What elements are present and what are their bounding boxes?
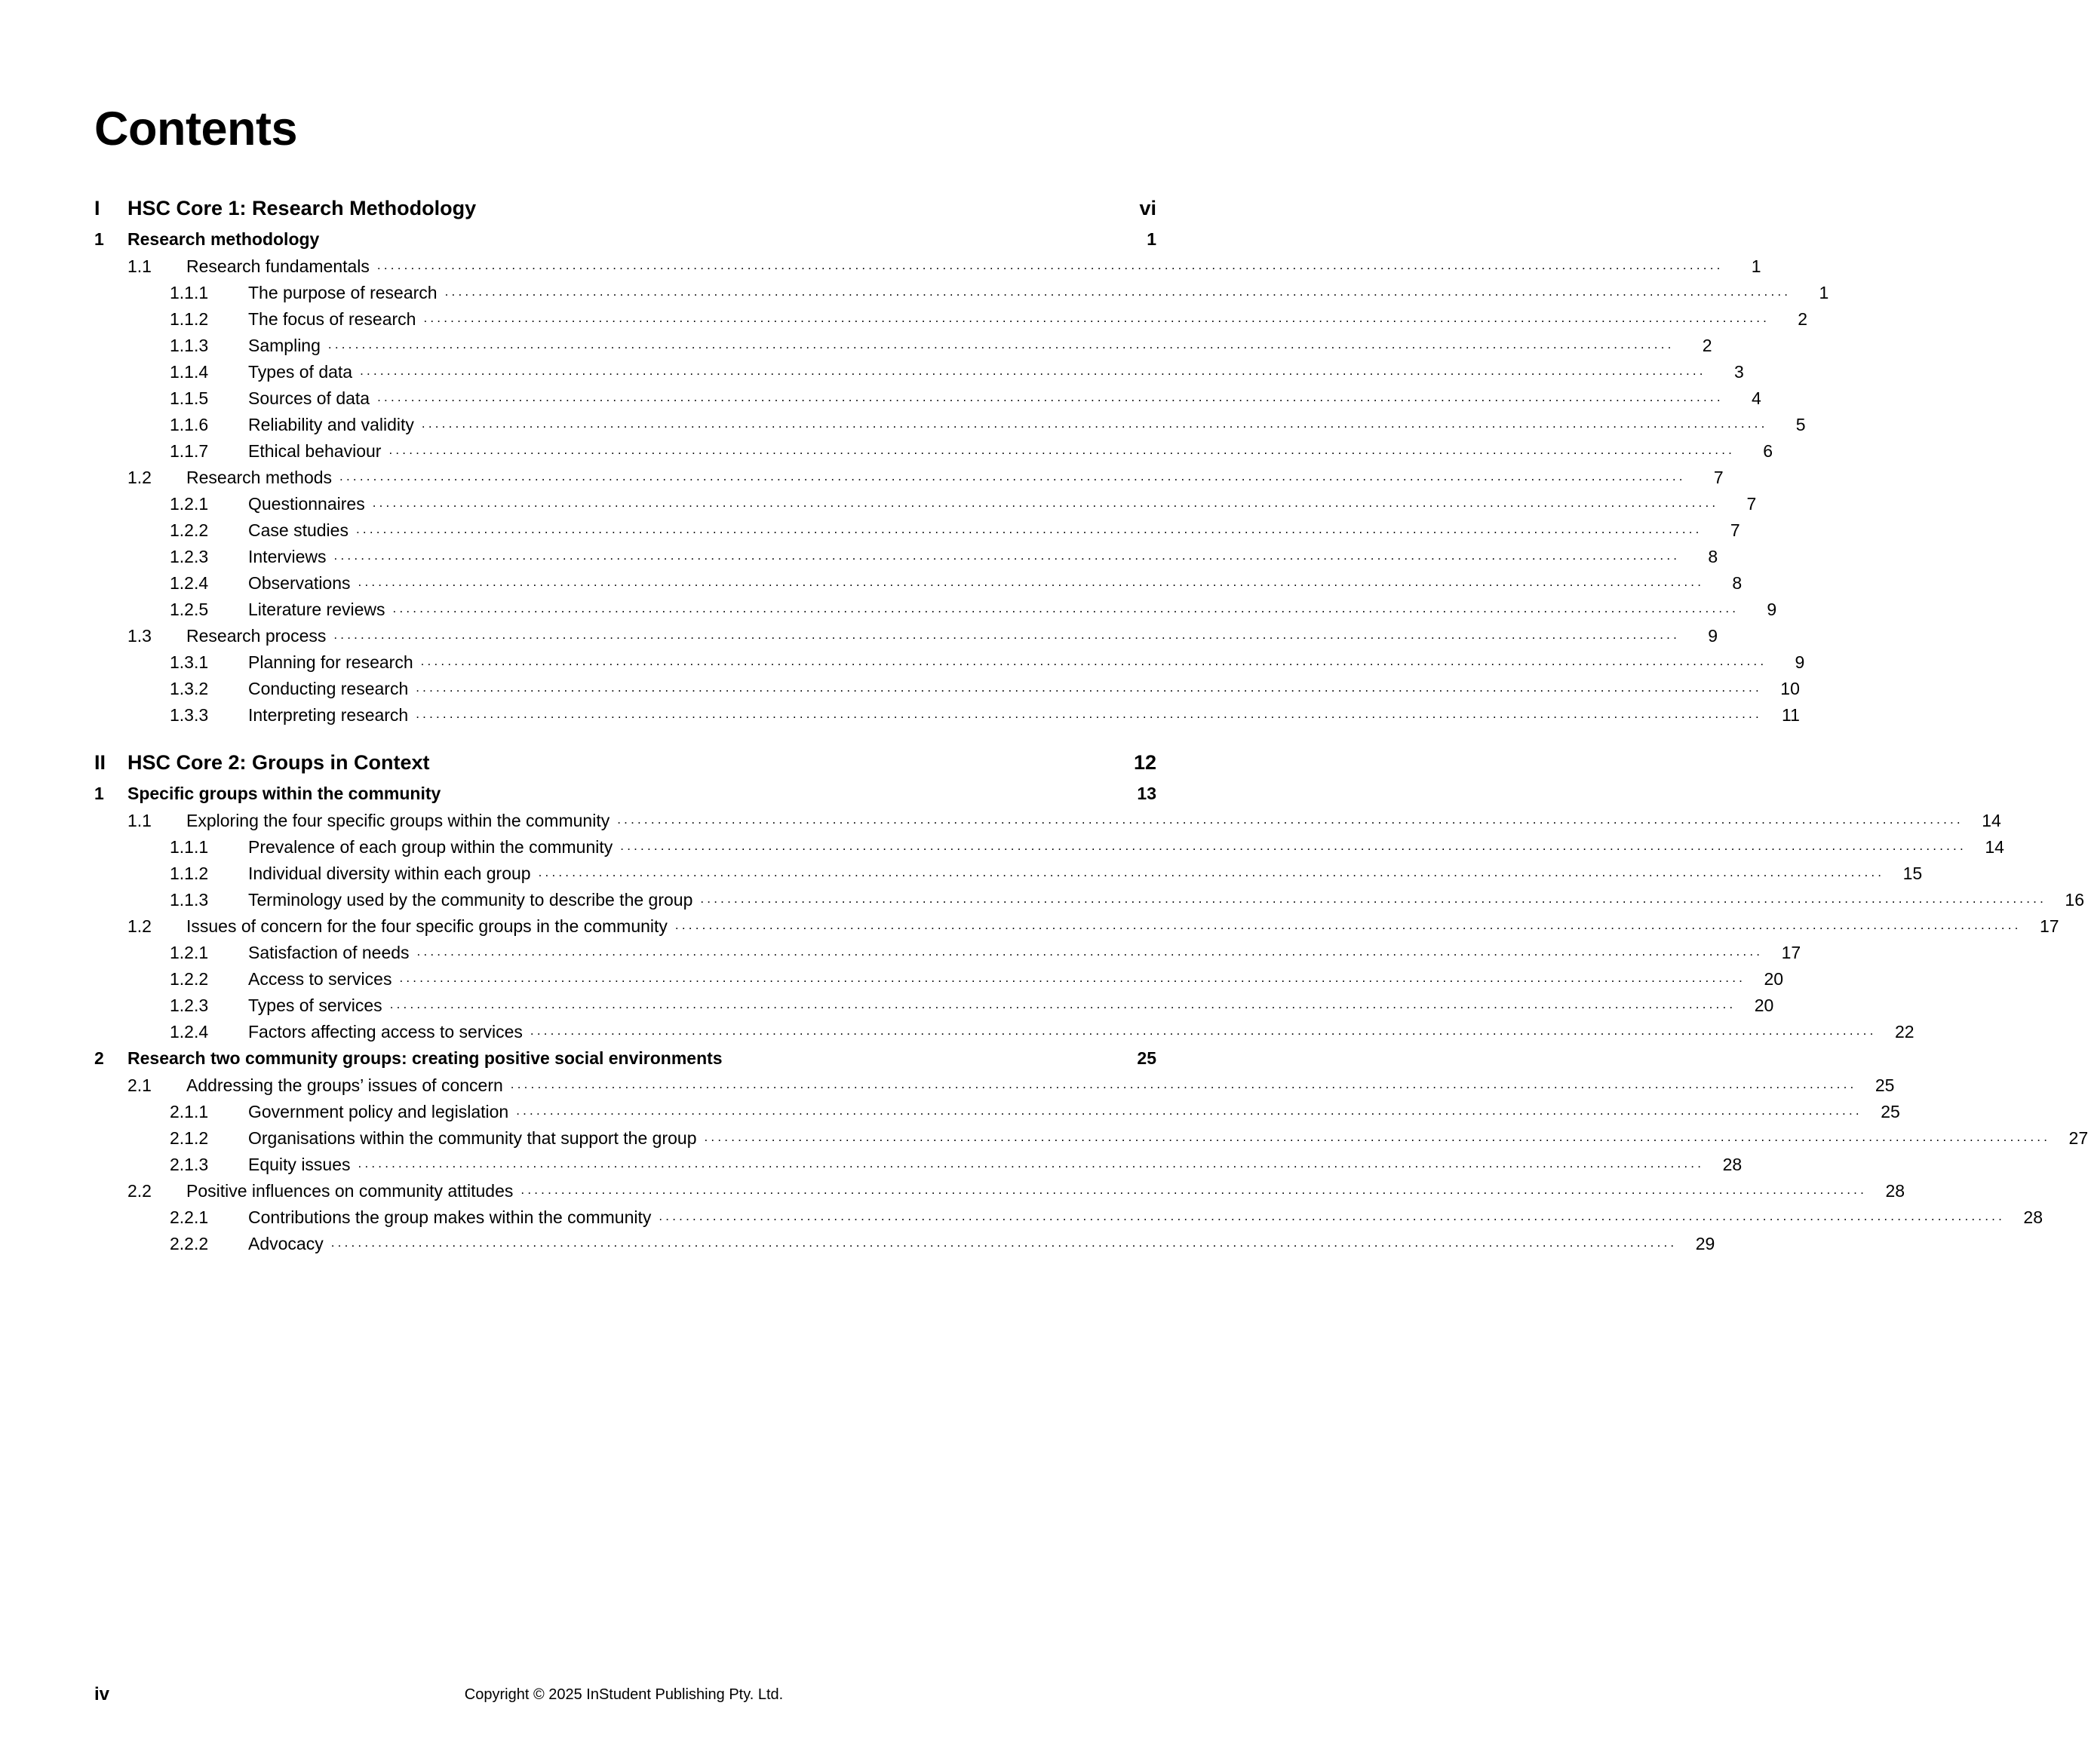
toc-entry-page: 29 [1695, 1234, 1715, 1253]
toc-entry-label: Ethical behaviour [248, 441, 382, 461]
toc-entry-label: Reliability and validity [248, 415, 414, 434]
toc-leader-dots: ........................................................................................................................................................................................................ [659, 1209, 2006, 1223]
toc-leader-dots: ........................................................................................................................................................................................................ [339, 469, 1686, 483]
toc-entry-label: Access to services [248, 969, 392, 989]
toc-entry-number: 1.2.3 [170, 996, 209, 1015]
toc-entry-subsection[interactable] [94, 890, 2085, 910]
toc-entry-page: 28 [2023, 1207, 2043, 1227]
toc-entry-number: 1.2.2 [170, 969, 209, 989]
toc-entry-label: Types of data [248, 362, 353, 382]
toc-entry-page: 1 [1819, 283, 1829, 302]
toc-leader-dots: ........................................................................................................................................................................................................ [372, 495, 1719, 510]
toc-entry-subsection[interactable] [94, 573, 1743, 594]
toc-leader-dots: ........................................................................................................................................................................................................ [421, 416, 1768, 431]
toc-entry-subsection[interactable] [94, 705, 1800, 726]
toc-entry-number: 1 [94, 229, 104, 249]
toc-leader-dots: ........................................................................................................................................................................................................ [516, 1103, 1862, 1118]
toc-entry-page: 7 [1730, 520, 1740, 540]
toc-entry-label: Prevalence of each group within the community [248, 837, 613, 857]
toc-leader-dots: ........................................................................................................................................................................................................ [416, 680, 1762, 695]
toc-leader-dots: ........................................................................................................................................................................................................ [377, 390, 1724, 404]
toc-entry-subsection[interactable] [94, 283, 1829, 303]
toc-entry-page: 7 [1713, 468, 1724, 487]
toc-entry-number: 2.1.3 [170, 1155, 209, 1174]
toc-entry-page: 20 [1764, 969, 1784, 989]
toc-entry-number: 2.1.1 [170, 1102, 209, 1121]
toc-entry-number: 1.2.3 [170, 547, 209, 566]
page-footer [0, 1681, 1248, 1705]
toc-entry-page: 8 [1732, 573, 1743, 593]
toc-entry-subsection[interactable] [94, 943, 1801, 963]
toc-entry-label: Satisfaction of needs [248, 943, 410, 962]
toc-entry-label: Conducting research [248, 679, 409, 698]
toc-entry-number: 1.1.6 [170, 415, 209, 434]
toc-entry-page: 1 [1147, 229, 1156, 249]
toc-entry-subsection[interactable] [94, 388, 1761, 409]
toc-entry-subsection[interactable] [94, 415, 1806, 435]
toc-entry-page: 17 [2039, 916, 2059, 936]
toc-leader-dots: ........................................................................................................................................................................................................ [530, 1023, 1877, 1038]
toc-entry-number: 1.1.3 [170, 336, 209, 355]
toc-entry-label: The purpose of research [248, 283, 438, 302]
toc-entry-page: 2 [1702, 336, 1712, 355]
toc-entry-subsection[interactable] [94, 441, 1773, 462]
toc-entry-label: Planning for research [248, 652, 413, 672]
toc-entry-page: 27 [2068, 1128, 2088, 1148]
toc-leader-dots: ........................................................................................................................................................................................................ [376, 258, 1724, 272]
toc-leader-dots: ........................................................................................................................................................................................................ [392, 601, 1739, 615]
toc-entry-subsection[interactable] [94, 996, 1774, 1016]
toc-entry-number: I [94, 197, 100, 219]
toc-entry-label: Individual diversity within each group [248, 864, 531, 883]
table-of-contents [94, 197, 2088, 1254]
toc-entry-number: 1.3.2 [170, 679, 209, 698]
toc-entry-label: Sources of data [248, 388, 370, 408]
toc-leader-dots: ........................................................................................................................................................................................................ [510, 1077, 1857, 1091]
toc-entry-number: 1.2.5 [170, 600, 209, 619]
toc-entry-label: Research methods [186, 468, 333, 487]
toc-entry-label: Advocacy [248, 1234, 324, 1253]
toc-entry-subsection[interactable] [94, 494, 1757, 514]
toc-entry-page: 25 [1881, 1102, 1900, 1121]
toc-leader-dots: ........................................................................................................................................................................................................ [388, 443, 1736, 457]
toc-entry-label: Research methodology [127, 229, 320, 249]
toc-entry-number: 1.1.2 [170, 309, 209, 329]
toc-entry-section[interactable] [94, 1181, 1905, 1201]
toc-entry-page: 17 [1781, 943, 1801, 962]
toc-entry-subsection[interactable] [94, 1102, 1900, 1122]
toc-entry-label: Positive influences on community attitudes [186, 1181, 514, 1201]
toc-leader-dots: ........................................................................................................................................................................................................ [444, 284, 1792, 299]
toc-entry-section[interactable] [94, 1075, 1895, 1096]
toc-entry-page: 7 [1746, 494, 1757, 514]
toc-entry-section[interactable] [94, 916, 2059, 937]
toc-entry-page: 5 [1795, 415, 1806, 434]
toc-entry-number: 1.3.1 [170, 652, 209, 672]
toc-entry-page: 6 [1763, 441, 1773, 461]
toc-entry-number: 2 [94, 1048, 104, 1068]
toc-entry-page: 9 [1767, 600, 1777, 619]
toc-entry-subsection[interactable] [94, 652, 1805, 673]
toc-entry-page: 11 [1781, 705, 1800, 725]
toc-entry-label: Government policy and legislation [248, 1102, 509, 1121]
toc-entry-page: 20 [1754, 996, 1774, 1015]
toc-entry-page: 3 [1733, 362, 1744, 382]
toc-entry-number: 1 [94, 784, 104, 803]
toc-entry-page: 1 [1751, 256, 1761, 276]
toc-entry-number: 1.2.1 [170, 943, 209, 962]
toc-entry-label: Interviews [248, 547, 327, 566]
toc-entry-number: 1.2.4 [170, 1022, 209, 1042]
toc-entry-label: HSC Core 1: Research Methodology [127, 197, 477, 219]
toc-entry-label: Addressing the groups’ issues of concern [186, 1075, 503, 1095]
toc-entry-label: Interpreting research [248, 705, 409, 725]
toc-entry-number: 1.2.2 [170, 520, 209, 540]
toc-entry-number: 1.1.1 [170, 283, 209, 302]
toc-entry-subsection[interactable] [94, 336, 1712, 356]
toc-entry-page: 9 [1708, 626, 1718, 646]
toc-leader-dots: ........................................................................................................................................................................................................ [389, 997, 1736, 1011]
toc-leader-dots: ........................................................................................................................................................................................................ [360, 364, 1706, 378]
toc-entry-label: Literature reviews [248, 600, 385, 619]
toc-entry-page: 4 [1751, 388, 1761, 408]
toc-entry-number: 1.3.3 [170, 705, 209, 725]
toc-entry-number: 1.1.1 [170, 837, 209, 857]
toc-leader-dots: ........................................................................................................................................................................................................ [358, 1156, 1705, 1170]
toc-entry-page: 25 [1875, 1075, 1895, 1095]
toc-entry-number: 1.1.7 [170, 441, 209, 461]
toc-entry-subsection[interactable] [94, 547, 1718, 567]
toc-leader-dots: ........................................................................................................................................................................................................ [399, 971, 1746, 985]
toc-entry-number: 2.2 [127, 1181, 152, 1201]
toc-leader-dots: ........................................................................................................................................................................................................ [423, 311, 1770, 325]
toc-entry-number: 2.2.2 [170, 1234, 209, 1253]
toc-entry-subsection[interactable] [94, 1128, 2088, 1149]
toc-entry-chapter[interactable] [94, 784, 1156, 804]
toc-entry-number: 2.1.2 [170, 1128, 209, 1148]
toc-entry-number: 1.1.4 [170, 362, 209, 382]
toc-entry-page: 2 [1798, 309, 1808, 329]
toc-leader-dots: ........................................................................................................................................................................................................ [330, 1235, 1678, 1250]
toc-entry-page: 14 [1982, 811, 2001, 830]
toc-leader-dots: ........................................................................................................................................................................................................ [358, 575, 1705, 589]
toc-entry-label: Equity issues [248, 1155, 351, 1174]
toc-entry-number: 1.2.4 [170, 573, 209, 593]
toc-entry-label: Research two community groups: creating positive social environments [127, 1048, 723, 1068]
toc-leader-dots: ........................................................................................................................................................................................................ [704, 1130, 2051, 1144]
toc-entry-number: 1.3 [127, 626, 152, 646]
toc-entry-subsection[interactable] [94, 1155, 1743, 1175]
toc-entry-label: Organisations within the community that support the group [248, 1128, 697, 1148]
toc-entry-number: 1.2 [127, 468, 152, 487]
toc-entry-number: 1.2 [127, 916, 152, 936]
toc-leader-dots: ........................................................................................................................................................................................................ [333, 548, 1681, 563]
toc-entry-page: 15 [1902, 864, 1923, 883]
toc-leader-dots: ........................................................................................................................................................................................................ [420, 654, 1767, 668]
toc-entry-label: Issues of concern for the four specific groups in the community [186, 916, 668, 936]
toc-entry-label: Types of services [248, 996, 382, 1015]
toc-leader-dots: ........................................................................................................................................................................................................ [700, 891, 2047, 906]
toc-leader-dots: ........................................................................................................................................................................................................ [620, 839, 1967, 853]
toc-entry-label: Observations [248, 573, 351, 593]
toc-entry-number: 1.1 [127, 811, 152, 830]
toc-entry-subsection[interactable] [94, 1234, 1715, 1254]
toc-entry-page: 16 [2065, 890, 2085, 910]
toc-leader-dots: ........................................................................................................................................................................................................ [333, 627, 1680, 642]
toc-leader-dots: ........................................................................................................................................................................................................ [327, 337, 1675, 351]
toc-entry-label: Sampling [248, 336, 321, 355]
toc-entry-page: 8 [1708, 547, 1718, 566]
page-title: Contents [94, 103, 297, 155]
toc-entry-section[interactable] [94, 811, 2001, 831]
toc-entry-label: Research fundamentals [186, 256, 370, 276]
toc-leader-dots: ........................................................................................................................................................................................................ [538, 865, 1885, 879]
toc-entry-page: 12 [1133, 751, 1156, 774]
toc-leader-dots: ........................................................................................................................................................................................................ [416, 944, 1764, 959]
toc-entry-page: 22 [1894, 1022, 1915, 1042]
toc-entry-number: 1.1.2 [170, 864, 209, 883]
toc-entry-subsection[interactable] [94, 362, 1744, 382]
toc-entry-subsection[interactable] [94, 679, 1800, 699]
toc-entry-part[interactable] [94, 751, 1156, 775]
toc-entry-page: 28 [1722, 1155, 1743, 1174]
toc-entry-label: Research process [186, 626, 327, 646]
toc-entry-page: 25 [1137, 1048, 1156, 1068]
toc-entry-subsection[interactable] [94, 520, 1740, 541]
toc-entry-subsection[interactable] [94, 969, 1784, 989]
toc-leader-dots: ........................................................................................................................................................................................................ [520, 1183, 1868, 1197]
toc-entry-label: Factors affecting access to services [248, 1022, 523, 1042]
toc-entry-subsection[interactable] [94, 864, 1923, 884]
toc-entry-page: 14 [1985, 837, 2004, 857]
toc-entry-section[interactable] [94, 468, 1724, 488]
toc-entry-label: The focus of research [248, 309, 416, 329]
toc-entry-subsection[interactable] [94, 837, 2004, 857]
toc-entry-page: vi [1139, 197, 1156, 219]
toc-entry-label: Exploring the four specific groups within the community [186, 811, 610, 830]
toc-entry-page: 10 [1780, 679, 1800, 698]
toc-entry-section[interactable] [94, 256, 1761, 277]
copyright-notice: Copyright © 2025 InStudent Publishing Pty. Ltd. [464, 1686, 784, 1703]
toc-entry-number: 1.1.5 [170, 388, 209, 408]
toc-entry-number: 2.1 [127, 1075, 152, 1095]
toc-leader-dots: ........................................................................................................................................................................................................ [674, 918, 2022, 932]
toc-entry-chapter[interactable] [94, 229, 1156, 250]
toc-entry-label: Specific groups within the community [127, 784, 441, 803]
toc-entry-page: 28 [1885, 1181, 1905, 1201]
toc-entry-section[interactable] [94, 626, 1718, 646]
toc-entry-page: 9 [1795, 652, 1805, 672]
toc-entry-number: 1.1 [127, 256, 152, 276]
toc-entry-number: 1.2.1 [170, 494, 209, 514]
toc-leader-dots: ........................................................................................................................................................................................................ [416, 707, 1762, 721]
toc-entry-number: 1.1.3 [170, 890, 209, 910]
toc-entry-subsection[interactable] [94, 1022, 1915, 1042]
folio-number: iv [94, 1684, 110, 1704]
toc-entry-chapter[interactable] [94, 1048, 1156, 1069]
toc-entry-label: Questionnaires [248, 494, 365, 514]
toc-entry-label: Contributions the group makes within the community [248, 1207, 652, 1227]
toc-entry-label: Terminology used by the community to describe the group [248, 890, 693, 910]
toc-entry-subsection[interactable] [94, 309, 1808, 330]
toc-entry-number: II [94, 751, 106, 774]
toc-entry-number: 2.2.1 [170, 1207, 209, 1227]
toc-leader-dots: ........................................................................................................................................................................................................ [355, 522, 1703, 536]
toc-entry-subsection[interactable] [94, 600, 1777, 620]
toc-entry-subsection[interactable] [94, 1207, 2043, 1228]
toc-entry-page: 13 [1137, 784, 1156, 803]
toc-entry-label: HSC Core 2: Groups in Context [127, 751, 430, 774]
toc-entry-label: Case studies [248, 520, 349, 540]
toc-leader-dots: ........................................................................................................................................................................................................ [617, 812, 1964, 827]
toc-entry-part[interactable] [94, 197, 1156, 220]
